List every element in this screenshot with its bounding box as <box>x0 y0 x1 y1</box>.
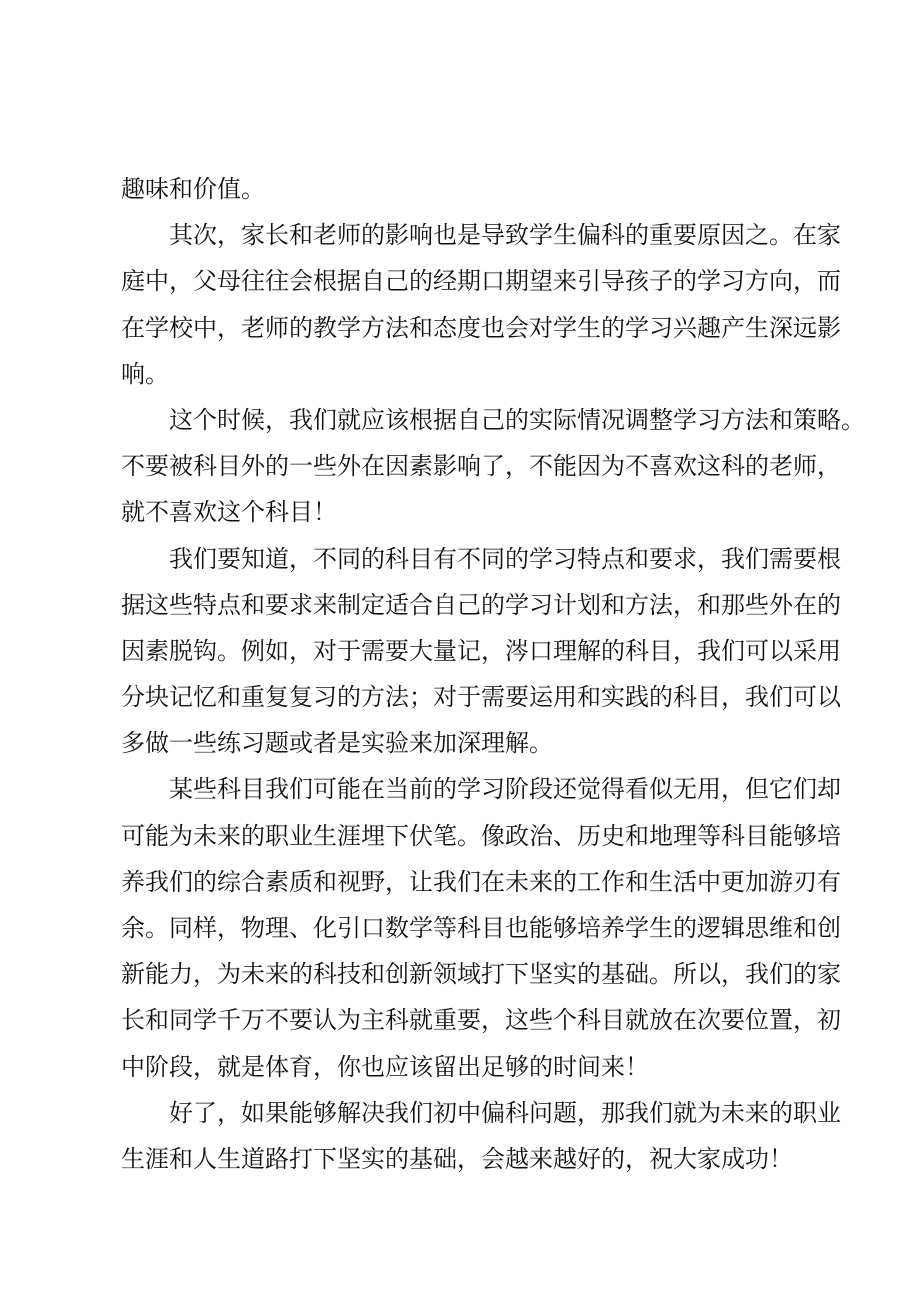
text-line: 因素脱钩。例如，对于需要大量记，涔口理解的科目，我们可以采用 <box>121 636 841 665</box>
paragraph-4 <box>121 536 841 767</box>
text-line: 分块记忆和重复复习的方法；对于需要运用和实践的科目，我们可以 <box>121 683 841 712</box>
text-line: 响。 <box>121 359 169 388</box>
text-line: 长和同学千万不要认为主科就重要，这些个科目就放在次要位置，初 <box>121 1006 841 1035</box>
paragraph-5 <box>121 766 841 1089</box>
text-line: 好了，如果能够解决我们初中偏科问题，那我们就为未来的职业 <box>169 1098 841 1127</box>
text-line: 可能为未来的职业生涯埋下伏笔。像政治、历史和地理等科目能够培 <box>121 821 841 850</box>
paragraph-2 <box>121 212 841 397</box>
text-line: 不要被科目外的一些外在因素影响了，不能因为不喜欢这科的老师， <box>121 452 841 481</box>
paragraph-1 <box>121 166 811 212</box>
text-line: 多做一些练习题或者是实验来加深理解。 <box>121 729 553 758</box>
paragraph-6 <box>121 1090 841 1182</box>
text-line: 就不喜欢这个科目！ <box>121 498 337 527</box>
text-line: 在学校中，老师的教学方法和态度也会对学生的学习兴趣产生深远影 <box>121 313 841 342</box>
text-line: 生涯和人生道路打下坚实的基础，会越来越好的，祝大家成功！ <box>121 1144 793 1173</box>
text-line: 这个时候，我们就应该根据自己的实际情况调整学习方法和策略。 <box>169 405 865 434</box>
text-line: 新能力，为未来的科技和创新领域打下坚实的基础。所以，我们的家 <box>121 960 841 989</box>
paragraph-3 <box>121 397 865 536</box>
text-line: 余。同样，物理、化引口数学等科目也能够培养学生的逻辑思维和创 <box>121 914 841 942</box>
text-line: 养我们的综合素质和视野，让我们在未来的工作和生活中更加游刃有 <box>121 867 841 896</box>
text-line: 某些科目我们可能在当前的学习阶段还觉得看似无用，但它们却 <box>169 775 841 804</box>
text-line: 据这些特点和要求来制定适合自己的学习计划和方法，和那些外在的 <box>121 590 841 619</box>
text-line: 趣味和价值。 <box>121 175 265 203</box>
text-line: 我们要知道，不同的科目有不同的学习特点和要求，我们需要根 <box>169 544 841 573</box>
document-body <box>121 166 865 1182</box>
text-line: 中阶段，就是体育，你也应该留出足够的时间来！ <box>121 1052 649 1081</box>
text-line: 其次，家长和老师的影响也是导致学生偏科的重要原因之。在家 <box>169 221 841 250</box>
text-line: 庭中，父母往往会根据自己的经期口期望来引导孩子的学习方向，而 <box>121 267 841 296</box>
